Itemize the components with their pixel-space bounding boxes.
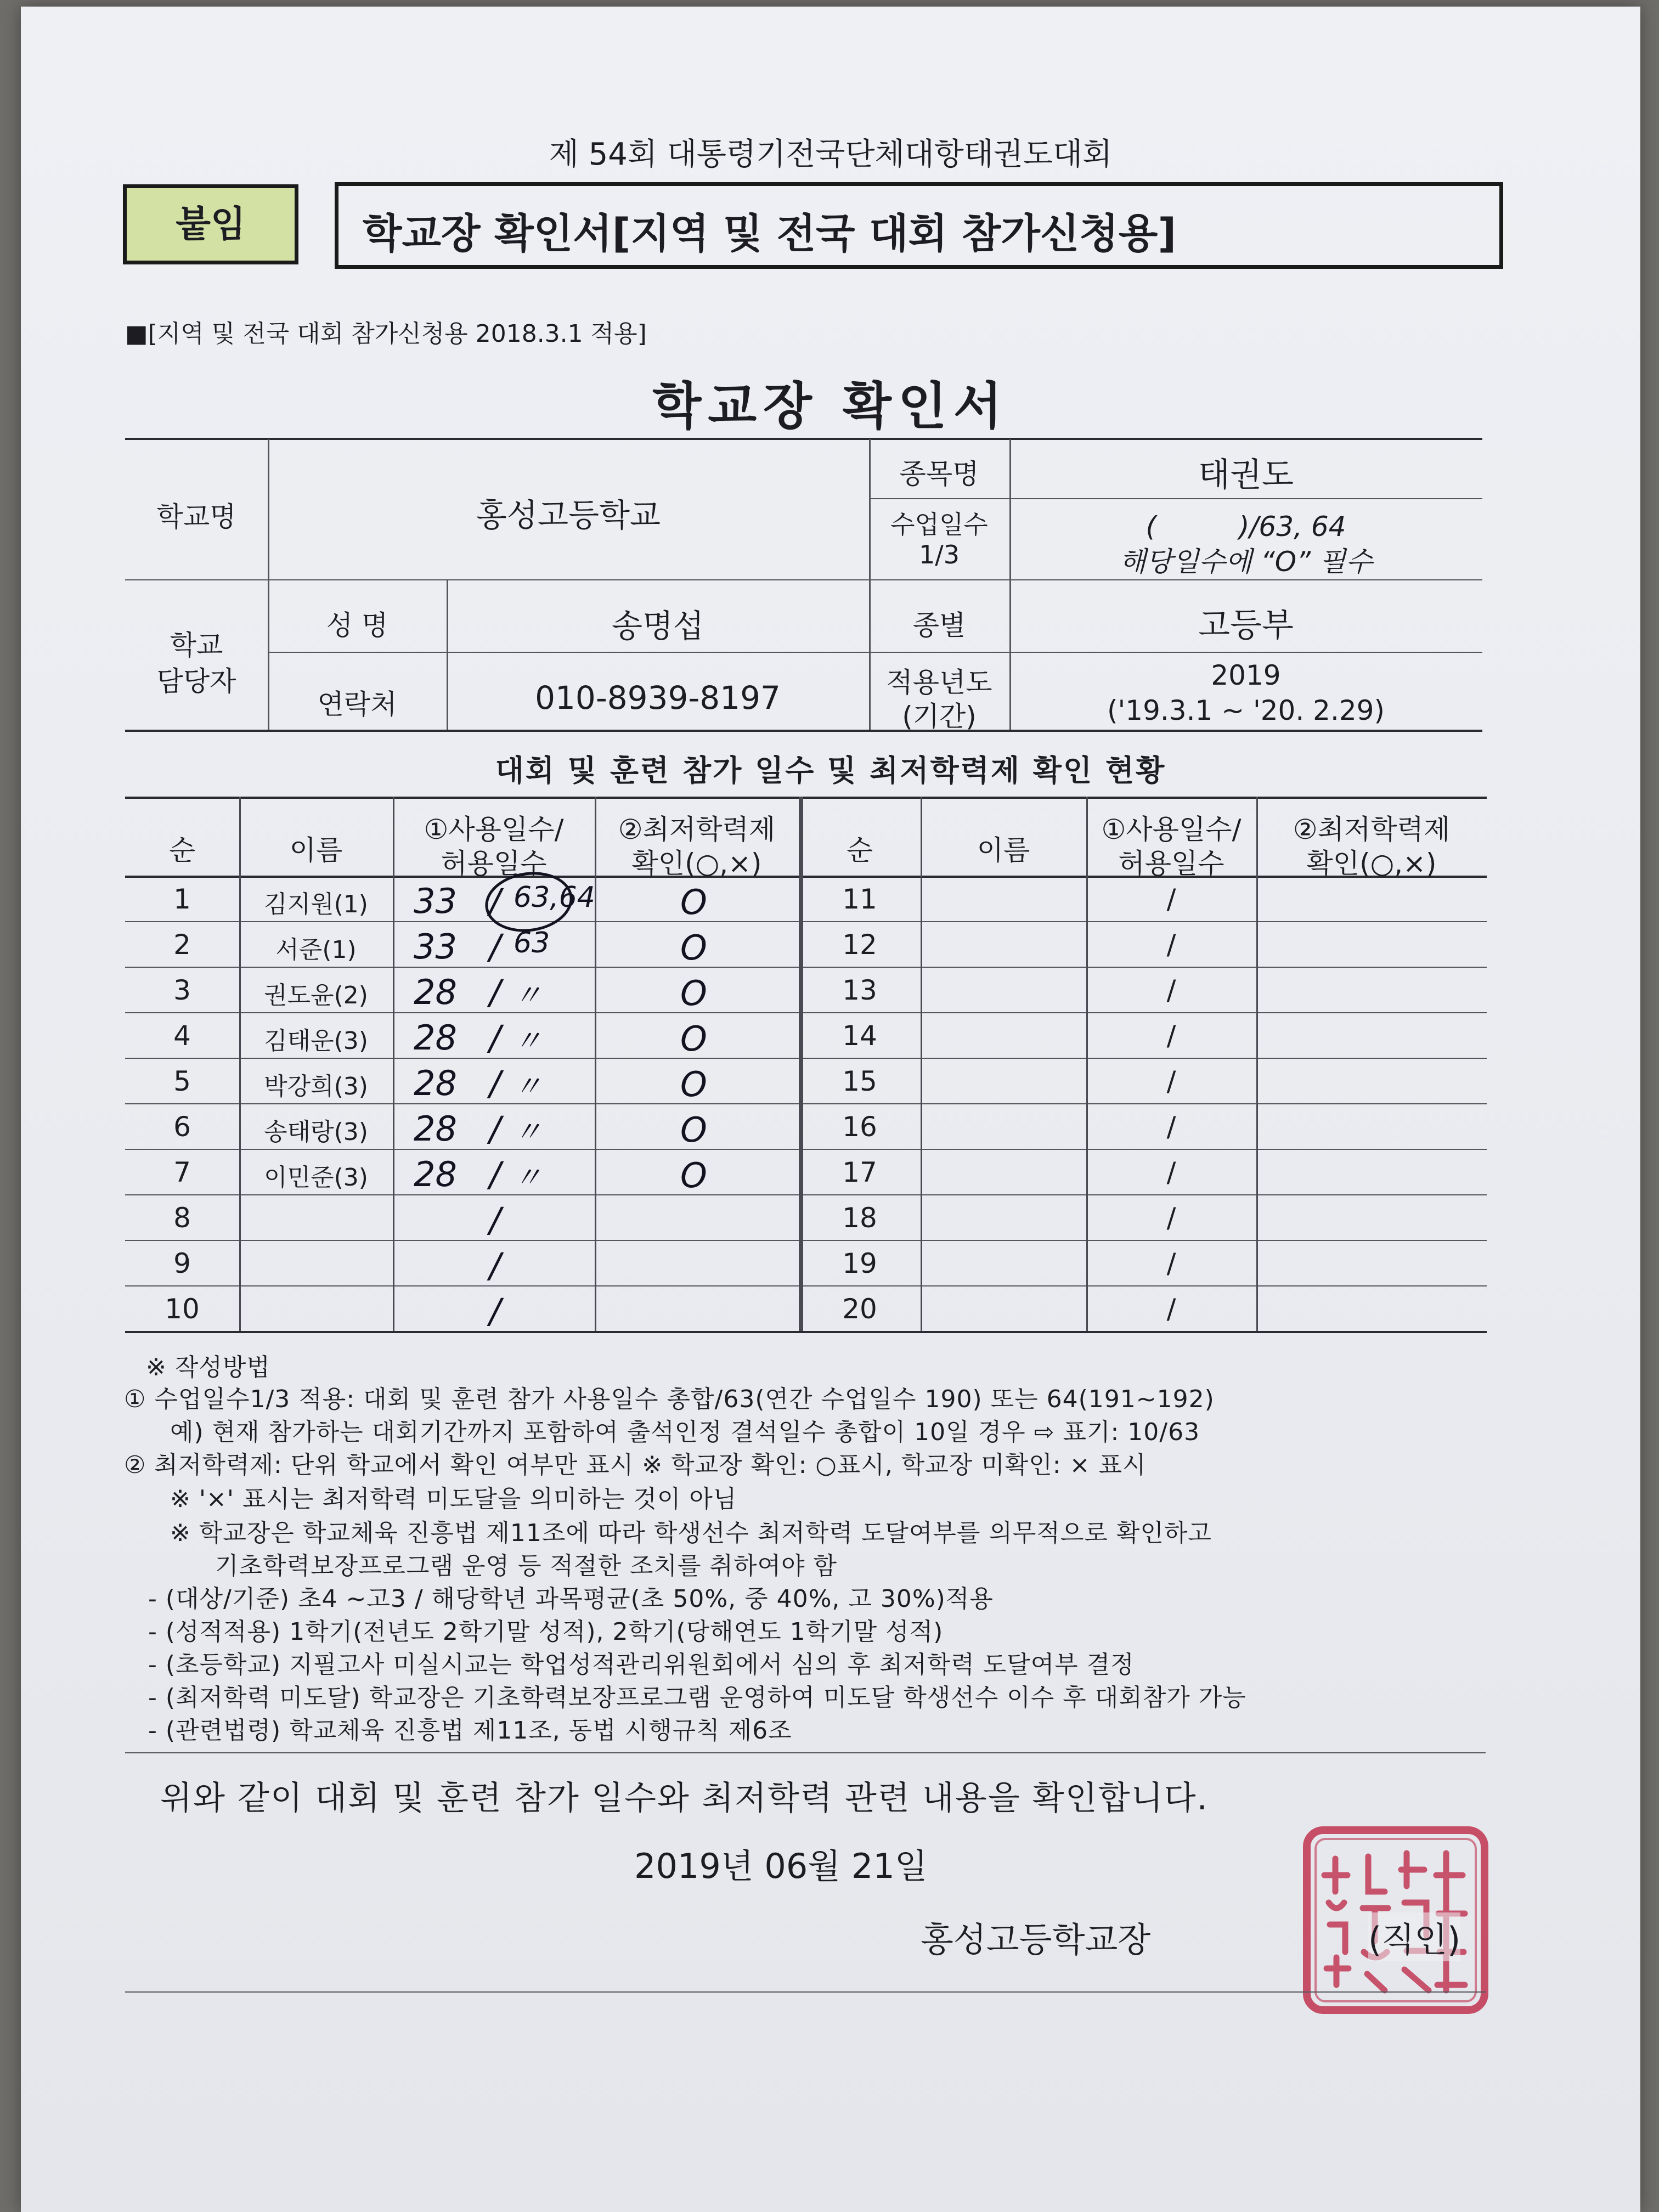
classdays-label-ratio: 1/3 <box>918 540 960 569</box>
row-check: O <box>680 1155 707 1195</box>
note-line: ② 최저학력제: 단위 학교에서 확인 여부만 표시 ※ 학교장 확인: ○표시, 학교장 미확인: × 표시 <box>124 1451 1147 1479</box>
row-no: 4 <box>173 1020 191 1052</box>
row-slash: / <box>1166 1065 1176 1097</box>
classdays-label: 수업일수 <box>890 510 988 539</box>
info-bottom-border <box>125 730 1482 732</box>
row-no: 15 <box>842 1065 877 1097</box>
header-days: ①사용일수/ <box>1101 814 1242 845</box>
row-no: 12 <box>842 929 877 961</box>
row-allowed-days: 〃 <box>514 1025 543 1058</box>
note-line: - (최저학력 미도달) 학교장은 기초학력보장프로그램 운영하여 미도달 학생선수 이수 후 대회참가 가능 <box>148 1684 1246 1712</box>
row-slash: / <box>1166 1156 1176 1188</box>
row-slash: / <box>1166 1293 1176 1325</box>
row-no: 1 <box>173 883 191 915</box>
table-row-line <box>125 921 1487 922</box>
year-label-period: (기간) <box>902 701 977 732</box>
division-value: 고등부 <box>1198 606 1294 645</box>
date: 2019년 06월 21일 <box>634 1846 928 1886</box>
row-no: 20 <box>842 1293 877 1325</box>
note-top: ■[지역 및 전국 대회 참가신청용 2018.3.1 적용] <box>125 320 647 348</box>
header-days-allowed: 허용일수 <box>441 848 547 879</box>
note-line: - (관련법령) 학교체육 진흥법 제11조, 동법 시행규칙 제6조 <box>148 1717 792 1745</box>
note-line: - (대상/기준) 초4 ~고3 / 해당학년 과목평균(초 50%, 중 40%, 고 30%)적용 <box>148 1585 994 1613</box>
classdays-instruction: 해당일수에 “O” 필수 <box>1119 546 1373 578</box>
row-slash: / <box>489 1200 501 1240</box>
row-no: 9 <box>173 1248 191 1279</box>
year-label: 적용년도 <box>886 667 992 698</box>
row-allowed-days: 〃 <box>514 979 543 1012</box>
row-used-days: 28 <box>414 1154 457 1194</box>
row-slash: / <box>489 972 501 1012</box>
row-slash: / <box>489 1063 501 1103</box>
info-line <box>125 579 1482 580</box>
header-days: ①사용일수/ <box>424 814 564 845</box>
name-value: 송명섭 <box>611 607 704 645</box>
row-used-days: 33 <box>414 881 457 921</box>
row-name: 박강희(3) <box>264 1073 368 1101</box>
school-value: 홍성고등학교 <box>476 496 661 534</box>
table-row-line <box>125 1012 1487 1013</box>
header-min-check: 확인(○,×) <box>631 848 762 879</box>
row-allowed-days: 〃 <box>514 1116 543 1149</box>
row-allowed-days: 63 <box>514 927 550 960</box>
signer: 홍성고등학교장 <box>921 1920 1151 1960</box>
school-label: 학교명 <box>156 501 236 533</box>
year-period-value: ('19.3.1 ~ '20. 2.29) <box>1107 695 1385 726</box>
table-row-line <box>125 1285 1487 1286</box>
row-slash: / <box>1166 1111 1176 1143</box>
row-slash: / <box>1166 929 1176 961</box>
table-col-line <box>239 797 241 1331</box>
row-no: 6 <box>173 1111 191 1143</box>
table-row-line <box>125 1058 1487 1059</box>
notes-divider <box>125 1752 1486 1753</box>
row-name: 권도윤(2) <box>264 981 368 1009</box>
info-top-border <box>125 438 1482 440</box>
info-line <box>268 652 1482 653</box>
row-slash: / <box>1166 974 1176 1006</box>
note-line: ① 수업일수1/3 적용: 대회 및 훈련 참가 사용일수 총합/63(연간 수업일수 190) 또는 64(191~192) <box>124 1385 1215 1413</box>
note-line: ※ 학교장은 학교체육 진흥법 제11조에 따라 학생선수 최저학력 도달여부를 의무적으로 확인하고 <box>170 1519 1212 1547</box>
table-row-line <box>125 1331 1487 1333</box>
row-used-days: 28 <box>414 972 457 1012</box>
row-check: O <box>680 1019 707 1059</box>
main-title: 학교장 확인서 <box>652 377 1009 436</box>
header-min-check: 확인(○,×) <box>1306 848 1437 879</box>
confirm-statement: 위와 같이 대회 및 훈련 참가 일수와 최저학력 관련 내용을 확인합니다. <box>160 1779 1209 1818</box>
row-used-days: 28 <box>414 1063 457 1103</box>
row-name: 이민준(3) <box>264 1164 368 1192</box>
row-allowed-days: 〃 <box>514 1070 543 1103</box>
row-name: 김지원(1) <box>264 890 368 918</box>
row-allowed-days: 〃 <box>514 1161 543 1194</box>
row-used-days: 28 <box>414 1018 457 1058</box>
note-line: ※ '×' 표시는 최저학력 미도달을 의미하는 것이 아님 <box>170 1485 737 1513</box>
row-slash: / <box>489 927 501 967</box>
notes-heading: ※ 작성방법 <box>146 1353 270 1381</box>
contact-label-2: 담당자 <box>156 665 236 697</box>
table-col-line <box>921 797 922 1331</box>
row-slash: / <box>1166 1020 1176 1052</box>
table-row-line <box>125 1240 1487 1241</box>
row-no: 3 <box>173 974 191 1006</box>
row-name: 송태랑(3) <box>264 1118 368 1146</box>
row-used-days: 28 <box>414 1109 457 1149</box>
row-name: 서준(1) <box>275 936 357 964</box>
seal-label: (직인) <box>1368 1912 1460 1961</box>
row-check: O <box>680 973 707 1013</box>
row-slash: / <box>489 881 501 921</box>
table-row-line <box>125 1149 1487 1150</box>
note-line: 예) 현재 참가하는 대회기간까지 포함하여 출석인정 결석일수 총합이 10일 경우 ⇨ 표기: 10/63 <box>170 1418 1200 1446</box>
row-used-days: 33 <box>414 927 457 967</box>
name-label: 성 명 <box>326 610 388 641</box>
event-label: 종목명 <box>899 458 979 490</box>
phone-label: 연락처 <box>317 689 397 720</box>
row-no: 5 <box>173 1065 191 1097</box>
note-line: 기초학력보장프로그램 운영 등 적절한 조치를 취하여야 함 <box>215 1552 838 1580</box>
contact-label: 학교 <box>170 629 223 661</box>
doc-subtitle: 학교장 확인서[지역 및 전국 대회 참가신청용] <box>363 210 1177 257</box>
row-slash: / <box>1166 883 1176 915</box>
row-no: 16 <box>842 1111 877 1143</box>
table-row-line <box>125 1103 1487 1104</box>
event-title: 제 54회 대통령기전국단체대항태권도대회 <box>549 137 1113 172</box>
row-slash: / <box>1166 1248 1176 1279</box>
row-allowed-days: 63,64 <box>514 881 595 914</box>
row-no: 13 <box>842 974 877 1006</box>
badge-attachment: 붙임 <box>123 184 298 264</box>
footer-divider <box>125 1991 1486 1993</box>
row-check: O <box>680 1110 707 1150</box>
section-title: 대회 및 훈련 참가 일수 및 최저학력제 확인 현황 <box>495 753 1166 788</box>
row-no: 11 <box>842 883 877 915</box>
row-check: O <box>680 928 707 968</box>
row-no: 14 <box>842 1020 877 1052</box>
row-slash: / <box>489 1245 501 1285</box>
row-no: 7 <box>173 1156 191 1188</box>
header-name: 이름 <box>977 834 1030 866</box>
classdays-value: ( )/63, 64 <box>1146 511 1346 543</box>
header-no: 순 <box>168 834 196 866</box>
table-row-line <box>125 967 1487 968</box>
subtitle-box <box>335 182 1503 269</box>
row-no: 18 <box>842 1202 877 1234</box>
row-no: 17 <box>842 1156 877 1188</box>
row-no: 10 <box>165 1293 200 1325</box>
document-page <box>21 7 1640 2212</box>
row-slash: / <box>489 1154 501 1194</box>
division-label: 종별 <box>912 610 966 641</box>
header-name: 이름 <box>289 834 343 866</box>
row-no: 19 <box>842 1248 877 1279</box>
row-no: 8 <box>173 1202 191 1234</box>
event-value: 태권도 <box>1198 456 1294 494</box>
row-no: 2 <box>173 929 191 961</box>
row-slash: / <box>489 1291 501 1331</box>
row-check: O <box>680 882 707 922</box>
table-row-line <box>125 1194 1487 1195</box>
header-min-academic: ②최저학력제 <box>618 814 776 845</box>
note-line: - (초등학교) 지필고사 미실시교는 학업성적관리위원회에서 심의 후 최저학력 도달여부 결정 <box>148 1651 1135 1679</box>
year-value: 2019 <box>1211 659 1281 691</box>
table-top-border <box>125 797 1487 799</box>
row-slash: / <box>489 1109 501 1149</box>
row-name: 김태운(3) <box>264 1027 368 1055</box>
row-slash: / <box>1166 1202 1176 1234</box>
row-check: O <box>680 1064 707 1104</box>
header-days-allowed: 허용일수 <box>1118 848 1224 879</box>
header-no: 순 <box>846 834 873 866</box>
phone-value: 010-8939-8197 <box>535 679 781 716</box>
info-line <box>869 498 1482 499</box>
row-slash: / <box>489 1018 501 1058</box>
header-min-academic: ②최저학력제 <box>1293 814 1451 845</box>
note-line: - (성적적용) 1학기(전년도 2학기말 성적), 2학기(당해연도 1학기말 성적) <box>148 1618 944 1646</box>
